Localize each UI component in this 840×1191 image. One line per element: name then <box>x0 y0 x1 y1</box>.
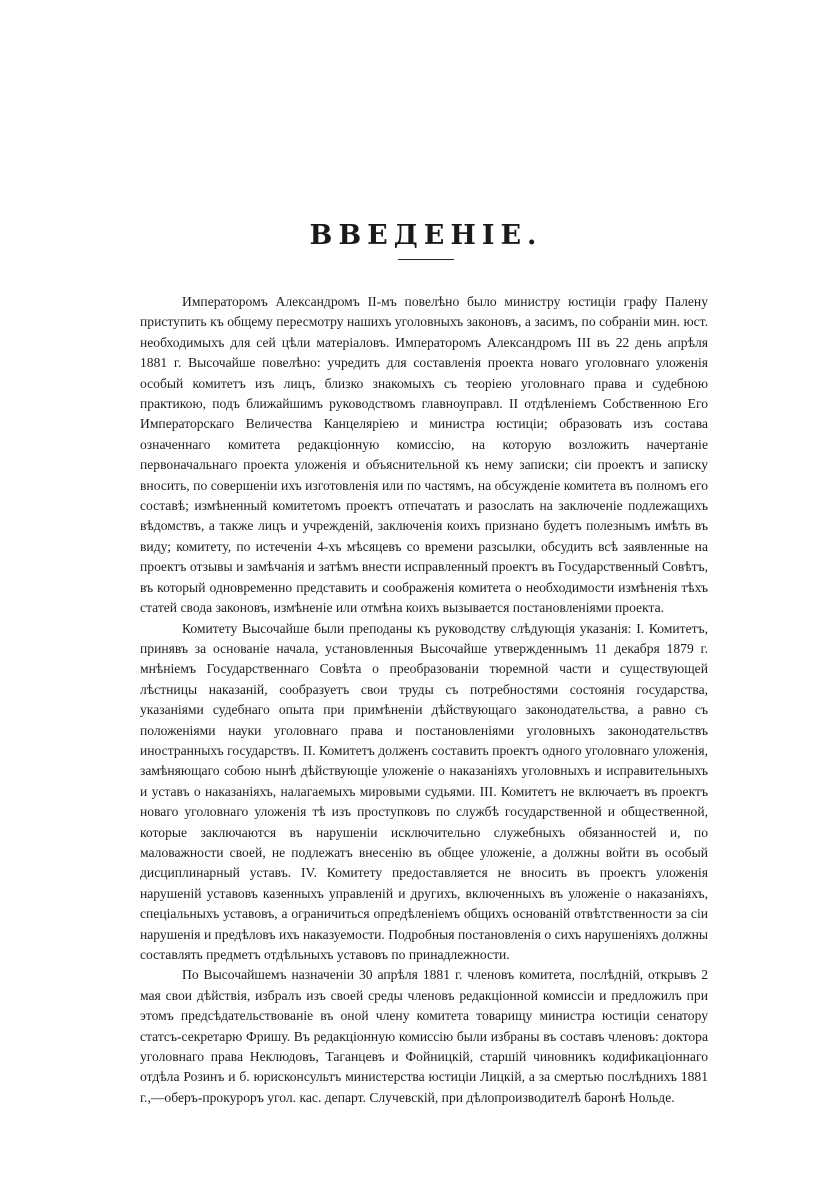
paragraph-3: По Высочайшемъ назначеніи 30 апрѣля 1881 г. членовъ комитета, послѣдній, открывъ 2 мая свои дѣйствія, избралъ изъ своей среды членовъ редакціонной комиссіи и предложилъ при этомъ предсѣдательствованіе въ оной члену комитета товарищу министра юстиціи сенатору статсъ-секретарю Фришу. Въ редакціонную комиссію были избраны въ составъ членовъ: доктора уголовнаго права Неклюдовъ, Таганцевъ и Фойницкій, старшій чиновникъ кодификаціоннаго отдѣла Розинъ и б. юрисконсультъ министерства юстиціи Лицкій, а за смертью послѣднихъ 1881 г.,—оберъ-прокуроръ угол. кас. департ. Случевскій, при дѣлопроизводителѣ баронѣ Нольде. <box>140 967 708 1105</box>
paragraph-1: Императоромъ Александромъ II-мъ повелѣно было министру юстиціи графу Палену приступить къ общему пересмотру нашихъ уголовныхъ законовъ, а засимъ, по собраніи мин. юст. необходимыхъ для сей цѣли матеріаловъ. Императоромъ Александромъ III въ 22 день апрѣля 1881 г. Высочайше повелѣно: учредить для составленія проекта новаго уголовнаго уложенія особый комитетъ изъ лицъ, близко знакомыхъ съ теоріею уголовнаго права и судебною практикою, подъ ближайшимъ руководствомъ главноуправл. II отдѣленіемъ Собственною Его Императорскаго Величества Канцеляріею и министра юстиціи; образовать изъ состава означеннаго комитета редакціонную комиссію, на которую возложить начертаніе первоначальнаго проекта уложенія и объяснительной къ нему записки; сіи проектъ и записку вносить, по совершеніи ихъ изготовленія или по частямъ, на обсужденіе комитета въ полномъ его составѣ; измѣненный комитетомъ проектъ отпечатать и разослать на заключеніе подлежащихъ вѣдомствъ, а также лицъ и учрежденій, заключенія коихъ признано будетъ полезнымъ имѣть въ виду; комитету, по истеченіи 4-хъ мѣсяцевъ со времени разсылки, обсудить всѣ заявленные на проектъ отзывы и замѣчанія и затѣмъ внести исправленный проектъ въ Государственный Совѣтъ, въ который одновременно представить и соображенія комитета о необходимости измѣненія тѣхъ статей свода законовъ, измѣненіе или отмѣна коихъ вызывается постановленіями проекта. <box>140 294 708 616</box>
title-divider <box>398 259 454 260</box>
page-title: ВВЕДЕНІЕ. <box>309 220 543 252</box>
body-text <box>140 292 708 1108</box>
paragraph-2: Комитету Высочайше были преподаны къ руководству слѣдующія указанія: I. Комитетъ, принявъ за основаніе начала, установленныя Высочайше утвержденнымъ 11 декабря 1879 г. мнѣніемъ Государственнаго Совѣта о преобразованіи тюремной части и существующей лѣстницы наказаній, сообразуетъ свои труды съ потребностями состоянія государства, указаніями судебнаго опыта при примѣненіи дѣйствующаго законодательства, а равно съ положеніями науки уголовнаго права и постановленіями уголовныхъ законодательствъ иностранныхъ государствъ. II. Комитетъ долженъ составить проектъ одного уголовнаго уложенія, замѣняющаго собою нынѣ дѣйствующіе уложеніе о наказаніяхъ уголовныхъ и исправительныхъ и уставъ о наказаніяхъ, налагаемыхъ мировыми судьями. III. Комитетъ не включаетъ въ проектъ новаго уголовнаго уложенія тѣ изъ проступковъ по службѣ государственной и общественной, которые заключаются въ нарушеніи исключительно служебныхъ обязанностей и, по маловажности своей, не подлежатъ внесенію въ общее уложеніе, а должны войти въ особый дисциплинарный уставъ. IV. Комитету предоставляется не вносить въ проектъ уложенія нарушеній уставовъ казенныхъ управленій и другихъ, включенныхъ въ уложеніе о наказаніяхъ, спеціальныхъ уставовъ, а ограничиться опредѣленіемъ общихъ основаній отвѣтственности за сіи нарушенія и предѣловъ ихъ наказуемости. Подробныя постановленія о сихъ нарушеніяхъ должны составлять предметъ отдѣльныхъ уставовъ по принадлежности. <box>140 620 708 962</box>
